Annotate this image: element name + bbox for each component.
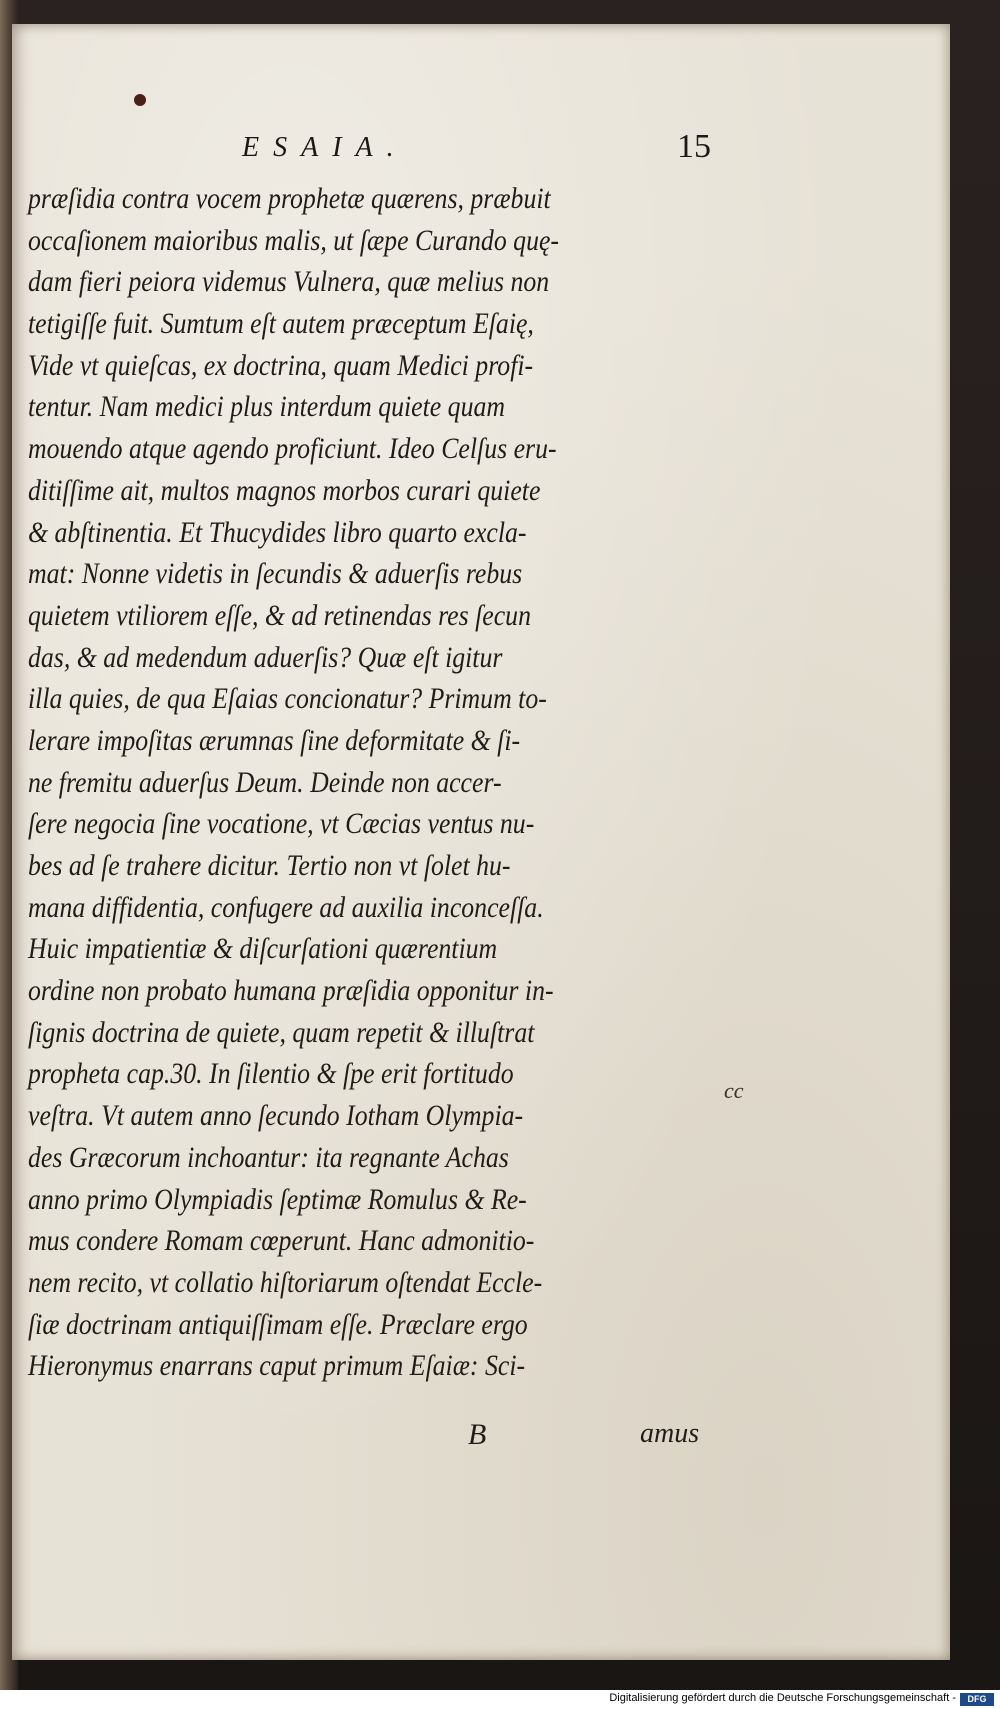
text-line: ne fremitu aduerſus Deum. Deinde non accer- [28, 765, 502, 799]
text-line: tentur. Nam medici plus interdum quiete quam [28, 390, 506, 424]
text-line: veſtra. Vt autem anno ſecundo Iotham Olympia- [28, 1099, 524, 1133]
text-line: quietem vtiliorem eſſe, & ad retinendas res ſecun [28, 598, 531, 632]
signature-mark: B [468, 1418, 487, 1451]
margin-quote-mark: cc [724, 1078, 744, 1103]
text-line: Hieronymus enarrans caput primum Eſaiæ: Sci- [28, 1349, 526, 1383]
catchline [12, 1418, 962, 1462]
dfg-logo: DFG [960, 1693, 994, 1706]
text-line: præſidia contra vocem prophetæ quærens, præbuit [28, 182, 551, 215]
text-line: ditiſſime ait, multos magnos morbos curari quiete [28, 473, 541, 507]
text-line: illa quies, de qua Eſaias concionatur? Primum to- [28, 682, 547, 716]
text-line: Vide vt quieſcas, ex doctrina, quam Medici profi- [28, 348, 534, 382]
text-line: mouendo atque agendo proficiunt. Ideo Celſus eru- [28, 432, 557, 466]
text-line: bes ad ſe trahere dicitur. Tertio non vt ſolet hu- [28, 849, 511, 882]
body-text [28, 178, 728, 1387]
text-line: ſere negocia ſine vocatione, vt Cæcias ventus nu- [28, 807, 535, 841]
funding-credit: Digitalisierung gefördert durch die Deutsche Forschungsgemeinschaft - [609, 1692, 956, 1704]
text-line: tetigiſſe fuit. Sumtum eſt autem præceptum Eſaię, [28, 307, 534, 341]
ink-spot [134, 94, 146, 106]
footer-bar [0, 1690, 1000, 1709]
text-line: & abſtinentia. Et Thucydides libro quarto excla- [28, 515, 527, 549]
running-title: ESAIA. [242, 132, 408, 163]
text-line: das, & ad medendum aduerſis? Quæ eſt igitur [28, 640, 503, 674]
book-page [12, 24, 950, 1660]
text-line: nem recito, vt collatio hiſtoriarum oſtendat Eccle- [28, 1265, 543, 1299]
text-line: propheta cap.30. In ſilentio & ſpe erit fortitudo [28, 1057, 514, 1091]
text-line: mana diffidentia, confugere ad auxilia inconceſſa. [28, 890, 544, 924]
text-line: Huic impatientiæ & diſcurſationi quærentium [28, 932, 498, 966]
text-line: des Græcorum inchoantur: ita regnante Achas [28, 1140, 509, 1174]
running-head [12, 128, 962, 172]
text-line: anno primo Olympiadis ſeptimæ Romulus & Re- [28, 1182, 527, 1216]
text-line: ſiæ doctrinam antiquiſſimam eſſe. Præclare ergo [28, 1307, 528, 1341]
text-line: ſignis doctrina de quiete, quam repetit & illuſtrat [28, 1015, 535, 1049]
catchword: amus [640, 1418, 700, 1449]
text-line: mat: Nonne videtis in ſecundis & aduerſis rebus [28, 557, 523, 591]
text-line: mus condere Romam cœperunt. Hanc admonitio- [28, 1224, 535, 1258]
text-line: dam fieri peiora videmus Vulnera, quæ melius non [28, 265, 550, 299]
text-line: lerare impoſitas ærumnas ſine deformitate & ſi- [28, 723, 521, 757]
text-line: occaſionem maioribus malis, ut ſæpe Curando quę- [28, 223, 560, 257]
page-number: 15 [677, 128, 711, 165]
text-line: ordine non probato humana præſidia opponitur in- [28, 974, 554, 1008]
